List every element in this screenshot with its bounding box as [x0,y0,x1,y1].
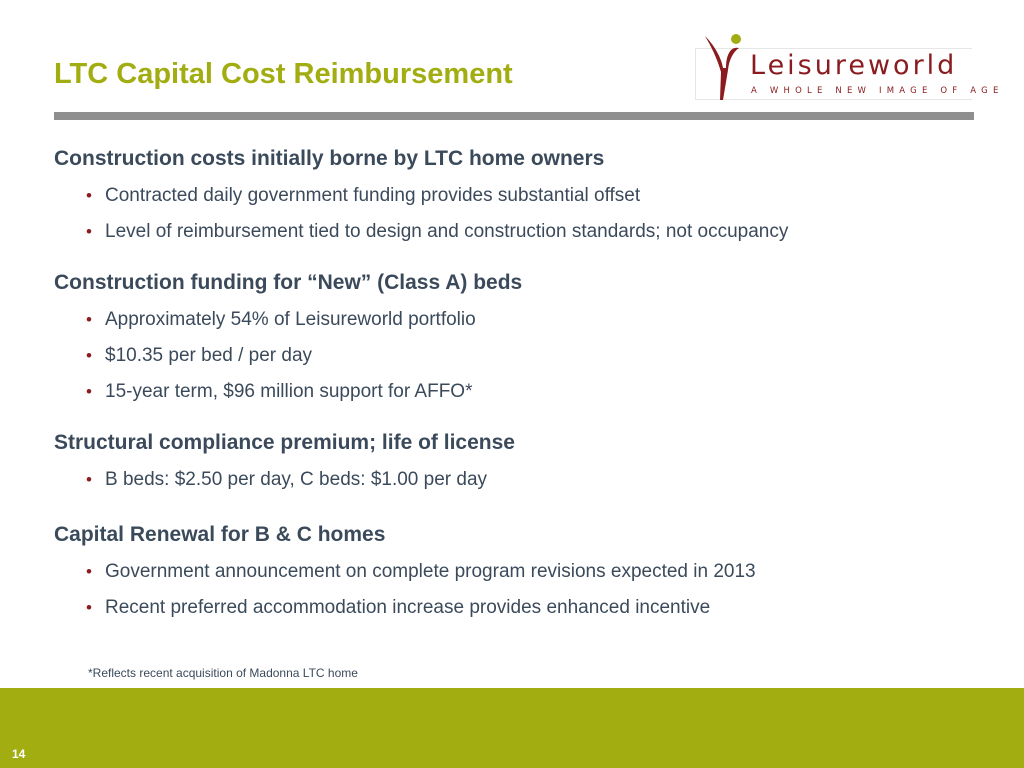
section-class-a-funding [54,270,974,404]
bullet-icon: • [86,222,92,241]
bullet-text: $10.35 per bed / per day [105,345,313,366]
slide-body [54,146,974,620]
bullet-item [54,308,974,332]
bullet-icon: • [86,598,92,617]
bullet-list [54,308,974,404]
section-heading: Construction funding for “New” (Class A) beds [54,271,523,294]
bullet-icon: • [86,310,92,329]
bullet-icon: • [86,186,92,205]
slide-title: LTC Capital Cost Reimbursement [54,58,513,90]
bullet-item [54,220,974,244]
footnote: *Reflects recent acquisition of Madonna LTC home [88,666,358,680]
bullet-list [54,184,974,244]
section-capital-renewal [54,522,974,620]
footer-bar [0,688,1024,768]
bullet-text: B beds: $2.50 per day, C beds: $1.00 per day [105,469,488,490]
section-structural-premium [54,430,974,492]
bullet-item [54,344,974,368]
bullet-item [54,560,974,584]
title-divider [54,112,974,120]
page-number: 14 [12,747,26,761]
bullet-item [54,596,974,620]
bullet-text: Contracted daily government funding provides substantial offset [105,185,641,206]
section-construction-costs [54,146,974,244]
bullet-icon: • [86,470,92,489]
section-heading: Structural compliance premium; life of license [54,431,515,454]
bullet-text: Government announcement on complete program revisions expected in 2013 [105,561,756,582]
bullet-text: 15-year term, $96 million support for AFFO* [105,381,473,402]
bullet-text: Approximately 54% of Leisureworld portfolio [105,309,476,330]
bullet-icon: • [86,562,92,581]
bullet-icon: • [86,382,92,401]
bullet-text: Recent preferred accommodation increase provides enhanced incentive [105,597,711,618]
bullet-item [54,380,974,404]
logo-tagline: A WHOLE NEW IMAGE OF AGE [751,86,1004,96]
bullet-item [54,468,974,492]
section-heading: Construction costs initially borne by LTC home owners [54,147,605,170]
section-heading: Capital Renewal for B & C homes [54,523,386,546]
leisureworld-logo [695,30,1004,104]
bullet-item [54,184,974,208]
logo-name: Leisureworld [750,50,958,81]
bullet-list [54,560,974,620]
bullet-icon: • [86,346,92,365]
bullet-list [54,468,974,492]
figure-icon [699,30,751,104]
bullet-text: Level of reimbursement tied to design and construction standards; not occupancy [105,221,789,242]
